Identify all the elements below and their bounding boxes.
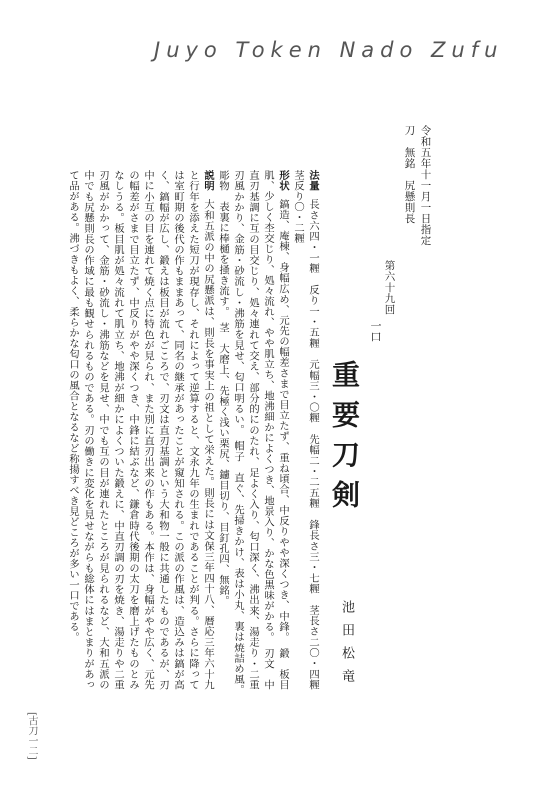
handwritten-annotation: Juyo Token Nado Zufu (154, 38, 504, 62)
page-footnote: [古刀一二] (26, 712, 37, 760)
section-text: 大和五派の中の尻懸派は、則長を事実上の祖として栄えた。則長には文保三年四十八、暦応三年六十九と行年を添えた短刀が現存し、それによって逆算すると、文永九年の生まれであることが判る。さらに降っては室町期の後代の作もままあって、同名の継承があったことが窺知される。この派の作風は、造込みは鎬が高く、鎬幅が広し、鍛えは板目が流れごころで、刃文は直刃基調という大和物一般に共通したものであるが、刃中に小互の目を連れて焼く点に特色が見られ、また別に直刃出来の作もある。本作は、身幅がやや広く、元先の幅差がさまで目立たず、中反りがやや深くつき、中鋒に結ぶなど、鎌倉時代後期の太刀を磨上げたものとみなしうる。板目肌が処々流れて肌立ち、地沸が細かによくついた鍛えに、中直刃調の刃を焼き、湯走りや二重刃風がかかって、金筋・砂流し・沸筋などを見せ、中でも互の目が連れたところが見られるなど、大和五派の中でも尻懸則長の作域に最も観せられるものである。刃の働きに変化を見せながらも総体にはまとまりがあって品がある。沸づきもよく、柔らかな匂口の風合となるなど称揚すべき見どころが多い一口である。 (67, 170, 214, 690)
designation-date: 令和五年十一月一日指定 (419, 125, 432, 246)
section-heading: 説明 (202, 170, 214, 192)
section-text: 鎬造、庵棟、身幅広め、元先の幅差さまで目立たず、重ね頃合、中反りやや深くつき、中鋒。 鍛 板目肌、少しく杢交じり、処々流れ、やや肌立ち、地沸細かによくつき、地景入り、かな色黒味がかる。 刃文 中直刃基調に互の目交じり、処々連れて交え、部分的にのたれ、足よく入り、匂口深く、沸出来、湯走り・二重刃風かかり、金筋・砂流し・沸筋を見せ、匂口明るい。 帽子 直ぐ、先掃きかけ、表は小丸、裏は焼詰め風。 彫物 表裏に棒樋を掻き流す。 茎 大磨上、先極く浅い栗尻、鑢目切り、目釘孔四、無銘。 (217, 170, 289, 701)
page-title: 重要刀剣 (328, 360, 361, 520)
section-text: 長さ六四・一糎 反り一・五糎 元幅三・〇糎 先幅二・二五糎 鋒長さ三・七糎 茎長さ二〇・四糎 茎反り〇・二糎 (292, 170, 319, 701)
author-name: 池田松竜 (339, 600, 354, 692)
section-form (215, 170, 290, 701)
document-body (30, 170, 320, 701)
section-heading: 形状 (277, 170, 289, 192)
session-number: 第六十九回 (383, 260, 396, 315)
section-heading: 法量 (307, 170, 319, 192)
item-name: 刀 無銘 尻懸則長 (403, 125, 416, 224)
section-explanation (65, 170, 215, 690)
item-count: 一口 (369, 320, 382, 342)
section-dimensions (290, 170, 320, 701)
